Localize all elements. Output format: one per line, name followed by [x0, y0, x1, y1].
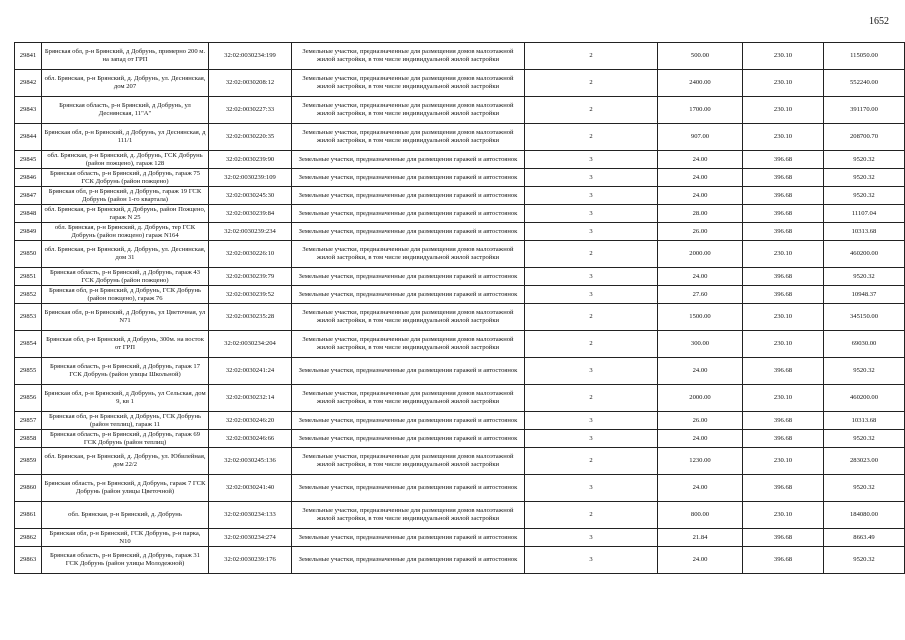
cadastral-value-cell: 9520.32: [824, 430, 905, 448]
rate-cell: 396.68: [743, 286, 824, 304]
land-use-cell: Земельные участки, предназначенные для размещения гаражей и автостоянок: [292, 358, 525, 385]
category-cell: 3: [525, 547, 658, 574]
address-cell: Брянская область, р-н Брянский, д Добрунь, гараж 17 ГСК Добрунь (район улицы Школьной): [42, 358, 209, 385]
cadastral-number-cell: 32:02:0030226:10: [209, 241, 292, 268]
cadastral-number-cell: 32:02:0030245:136: [209, 448, 292, 475]
area-cell: 300.00: [658, 331, 743, 358]
category-cell: 3: [525, 187, 658, 205]
rate-cell: 230.10: [743, 70, 824, 97]
category-cell: 3: [525, 358, 658, 385]
table-row: [15, 385, 905, 412]
page-number: 1652: [869, 16, 889, 27]
area-cell: 24.00: [658, 151, 743, 169]
row-number: 29844: [15, 124, 42, 151]
area-cell: 1700.00: [658, 97, 743, 124]
land-use-cell: Земельные участки, предназначенные для размещения гаражей и автостоянок: [292, 412, 525, 430]
table-row: [15, 502, 905, 529]
land-use-cell: Земельные участки, предназначенные для размещения гаражей и автостоянок: [292, 547, 525, 574]
cadastral-value-cell: 345150.00: [824, 304, 905, 331]
area-cell: 24.00: [658, 547, 743, 574]
rate-cell: 396.68: [743, 358, 824, 385]
address-cell: Брянская область, р-н Брянский, д Добрунь, ул Деснянская, 11"А": [42, 97, 209, 124]
row-number: 29850: [15, 241, 42, 268]
area-cell: 1230.00: [658, 448, 743, 475]
address-cell: обл. Брянская, р-н Брянский, д. Добрунь, ГСК Добрунь (район пожцено), гараж 128: [42, 151, 209, 169]
table-row: [15, 97, 905, 124]
row-number: 29853: [15, 304, 42, 331]
cadastral-number-cell: 32:02:0030235:28: [209, 304, 292, 331]
cadastral-value-cell: 9520.32: [824, 547, 905, 574]
land-use-cell: Земельные участки, предназначенные для размещения домов малоэтажной жилой застройки, в том числе индивидуальной жилой застройки: [292, 124, 525, 151]
row-number: 29862: [15, 529, 42, 547]
table-row: [15, 169, 905, 187]
cadastral-value-cell: 9520.32: [824, 151, 905, 169]
land-use-cell: Земельные участки, предназначенные для размещения домов малоэтажной жилой застройки, в том числе индивидуальной жилой застройки: [292, 70, 525, 97]
category-cell: 2: [525, 124, 658, 151]
cadastral-value-cell: 552240.00: [824, 70, 905, 97]
cadastral-number-cell: 32:02:0030232:14: [209, 385, 292, 412]
land-use-cell: Земельные участки, предназначенные для размещения гаражей и автостоянок: [292, 286, 525, 304]
row-number: 29848: [15, 205, 42, 223]
area-cell: 2000.00: [658, 241, 743, 268]
rate-cell: 396.68: [743, 205, 824, 223]
land-use-cell: Земельные участки, предназначенные для размещения домов малоэтажной жилой застройки, в том числе индивидуальной жилой застройки: [292, 385, 525, 412]
address-cell: обл. Брянская, р-н Брянский, д. Добрунь, ул. Деснянская, дом 31: [42, 241, 209, 268]
category-cell: 3: [525, 205, 658, 223]
area-cell: 24.00: [658, 169, 743, 187]
address-cell: обл. Брянская, р-н Брянский, д. Добрунь, ул. Деснянская, дом 207: [42, 70, 209, 97]
area-cell: 907.00: [658, 124, 743, 151]
area-cell: 24.00: [658, 268, 743, 286]
cadastral-number-cell: 32:02:0030245:30: [209, 187, 292, 205]
cadastral-number-cell: 32:02:0030239:52: [209, 286, 292, 304]
cadastral-number-cell: 32:02:0030227:33: [209, 97, 292, 124]
land-use-cell: Земельные участки, предназначенные для размещения домов малоэтажной жилой застройки, в том числе индивидуальной жилой застройки: [292, 502, 525, 529]
cadastral-number-cell: 32:02:0030239:109: [209, 169, 292, 187]
land-use-cell: Земельные участки, предназначенные для размещения гаражей и автостоянок: [292, 187, 525, 205]
area-cell: 1500.00: [658, 304, 743, 331]
land-use-cell: Земельные участки, предназначенные для размещения домов малоэтажной жилой застройки, в том числе индивидуальной жилой застройки: [292, 304, 525, 331]
area-cell: 2000.00: [658, 385, 743, 412]
area-cell: 24.00: [658, 187, 743, 205]
table-row: [15, 331, 905, 358]
address-cell: Брянская обл, р-н Брянский, д Добрунь, ул Цветочная, ул N71: [42, 304, 209, 331]
address-cell: обл. Брянская, р-н Брянский, д. Добрунь, тер ГСК Добрунь (район пожцено) гараж N164: [42, 223, 209, 241]
cadastral-value-cell: 8663.49: [824, 529, 905, 547]
table-row: [15, 187, 905, 205]
row-number: 29852: [15, 286, 42, 304]
rate-cell: 230.10: [743, 502, 824, 529]
row-number: 29847: [15, 187, 42, 205]
cadastral-value-cell: 10313.68: [824, 223, 905, 241]
address-cell: Брянская обл, р-н Брянский, д Добрунь, ГСК Добрунь (район пожцено), гараж 76: [42, 286, 209, 304]
cadastral-number-cell: 32:02:0030234:133: [209, 502, 292, 529]
cadastral-number-cell: 32:02:0030239:176: [209, 547, 292, 574]
table-row: [15, 151, 905, 169]
table-row: [15, 241, 905, 268]
rate-cell: 230.10: [743, 331, 824, 358]
area-cell: 24.00: [658, 475, 743, 502]
cadastral-number-cell: 32:02:0030239:90: [209, 151, 292, 169]
land-use-cell: Земельные участки, предназначенные для размещения гаражей и автостоянок: [292, 529, 525, 547]
table-row: [15, 412, 905, 430]
category-cell: 3: [525, 412, 658, 430]
address-cell: Брянская обл, р-н Брянский, д Добрунь, примерно 200 м. на запад от ГРП: [42, 43, 209, 70]
rate-cell: 230.10: [743, 43, 824, 70]
category-cell: 2: [525, 70, 658, 97]
area-cell: 2400.00: [658, 70, 743, 97]
table-row: [15, 430, 905, 448]
cadastral-value-cell: 9520.32: [824, 187, 905, 205]
cadastral-value-cell: 9520.32: [824, 475, 905, 502]
row-number: 29845: [15, 151, 42, 169]
category-cell: 3: [525, 475, 658, 502]
land-use-cell: Земельные участки, предназначенные для размещения домов малоэтажной жилой застройки, в том числе индивидуальной жилой застройки: [292, 331, 525, 358]
address-cell: Брянская обл, р-н Брянский, ГСК Добрунь, р-н парка, N10: [42, 529, 209, 547]
table-row: [15, 124, 905, 151]
cadastral-value-cell: 460200.00: [824, 385, 905, 412]
category-cell: 3: [525, 430, 658, 448]
row-number: 29856: [15, 385, 42, 412]
category-cell: 2: [525, 241, 658, 268]
cadastral-value-cell: 9520.32: [824, 358, 905, 385]
area-cell: 27.60: [658, 286, 743, 304]
rate-cell: 396.68: [743, 223, 824, 241]
table-row: [15, 475, 905, 502]
rate-cell: 396.68: [743, 268, 824, 286]
table-row: [15, 448, 905, 475]
address-cell: Брянская обл, р-н Брянский, д Добрунь, ГСК Добрунь (район теплиц), гараж 11: [42, 412, 209, 430]
cadastral-value-cell: 208700.70: [824, 124, 905, 151]
table-row: [15, 223, 905, 241]
area-cell: 28.00: [658, 205, 743, 223]
row-number: 29849: [15, 223, 42, 241]
cadastral-number-cell: 32:02:0030220:35: [209, 124, 292, 151]
address-cell: Брянская область, р-н Брянский, д Добрунь, гараж 69 ГСК Добрунь (район теплиц): [42, 430, 209, 448]
cadastral-value-cell: 10948.37: [824, 286, 905, 304]
table-row: [15, 529, 905, 547]
rate-cell: 230.10: [743, 448, 824, 475]
rate-cell: 230.10: [743, 385, 824, 412]
address-cell: Брянская обл, р-н Брянский, д Добрунь, ул Деснянская, д 111/1: [42, 124, 209, 151]
cadastral-value-cell: 10313.68: [824, 412, 905, 430]
area-cell: 21.84: [658, 529, 743, 547]
row-number: 29854: [15, 331, 42, 358]
rate-cell: 396.68: [743, 151, 824, 169]
category-cell: 2: [525, 502, 658, 529]
land-use-cell: Земельные участки, предназначенные для размещения гаражей и автостоянок: [292, 205, 525, 223]
cadastral-value-cell: 184080.00: [824, 502, 905, 529]
land-use-cell: Земельные участки, предназначенные для размещения домов малоэтажной жилой застройки, в том числе индивидуальной жилой застройки: [292, 241, 525, 268]
category-cell: 2: [525, 385, 658, 412]
rate-cell: 396.68: [743, 430, 824, 448]
address-cell: Брянская область, р-н Брянский, д Добрунь, гараж 31 ГСК Добрунь (район улицы Молодежной): [42, 547, 209, 574]
row-number: 29857: [15, 412, 42, 430]
cadastral-number-cell: 32:02:0030234:199: [209, 43, 292, 70]
category-cell: 3: [525, 286, 658, 304]
cadastral-value-cell: 460200.00: [824, 241, 905, 268]
category-cell: 2: [525, 304, 658, 331]
address-cell: Брянская обл, р-н Брянский, д Добрунь, гараж 19 ГСК Добрунь (район 1-го квартала): [42, 187, 209, 205]
area-cell: 26.00: [658, 223, 743, 241]
row-number: 29846: [15, 169, 42, 187]
row-number: 29861: [15, 502, 42, 529]
rate-cell: 230.10: [743, 241, 824, 268]
cadastral-value-cell: 11107.04: [824, 205, 905, 223]
row-number: 29860: [15, 475, 42, 502]
table-row: [15, 304, 905, 331]
cadastral-number-cell: 32:02:0030239:79: [209, 268, 292, 286]
address-cell: обл. Брянская, р-н Брянский, д. Добрунь, ул. Юбилейная, дом 22/2: [42, 448, 209, 475]
land-use-cell: Земельные участки, предназначенные для размещения гаражей и автостоянок: [292, 430, 525, 448]
land-use-cell: Земельные участки, предназначенные для размещения гаражей и автостоянок: [292, 169, 525, 187]
table-row: [15, 547, 905, 574]
land-use-cell: Земельные участки, предназначенные для размещения гаражей и автостоянок: [292, 268, 525, 286]
cadastral-number-cell: 32:02:0030239:234: [209, 223, 292, 241]
area-cell: 26.00: [658, 412, 743, 430]
row-number: 29863: [15, 547, 42, 574]
land-use-cell: Земельные участки, предназначенные для размещения домов малоэтажной жилой застройки, в том числе индивидуальной жилой застройки: [292, 97, 525, 124]
address-cell: Брянская область, р-н Брянский, д Добрунь, гараж 75 ГСК Добрунь (район пожцено): [42, 169, 209, 187]
area-cell: 24.00: [658, 430, 743, 448]
category-cell: 3: [525, 169, 658, 187]
category-cell: 2: [525, 448, 658, 475]
rate-cell: 396.68: [743, 529, 824, 547]
table-row: [15, 268, 905, 286]
land-use-cell: Земельные участки, предназначенные для размещения гаражей и автостоянок: [292, 151, 525, 169]
table-row: [15, 205, 905, 223]
area-cell: 500.00: [658, 43, 743, 70]
cadastral-value-cell: 391170.00: [824, 97, 905, 124]
cadastral-value-cell: 283023.00: [824, 448, 905, 475]
row-number: 29858: [15, 430, 42, 448]
cadastral-number-cell: 32:02:0030246:66: [209, 430, 292, 448]
category-cell: 2: [525, 43, 658, 70]
address-cell: Брянская обл, р-н Брянский, д Добрунь, 300м. на восток от ГРП: [42, 331, 209, 358]
land-use-cell: Земельные участки, предназначенные для размещения гаражей и автостоянок: [292, 223, 525, 241]
table-row: [15, 358, 905, 385]
table-row: [15, 43, 905, 70]
address-cell: Брянская область, р-н Брянский, д Добрунь, гараж 7 ГСК Добрунь (район улицы Цветочной): [42, 475, 209, 502]
land-use-cell: Земельные участки, предназначенные для размещения домов малоэтажной жилой застройки, в том числе индивидуальной жилой застройки: [292, 448, 525, 475]
area-cell: 800.00: [658, 502, 743, 529]
category-cell: 3: [525, 268, 658, 286]
row-number: 29843: [15, 97, 42, 124]
cadastral-value-cell: 9520.32: [824, 169, 905, 187]
address-cell: Брянская область, р-н Брянский, д Добрунь, гараж 43 ГСК Добрунь (район пожцено): [42, 268, 209, 286]
rate-cell: 396.68: [743, 547, 824, 574]
category-cell: 3: [525, 151, 658, 169]
rate-cell: 230.10: [743, 97, 824, 124]
rate-cell: 230.10: [743, 124, 824, 151]
land-registry-table: [14, 42, 905, 574]
rate-cell: 230.10: [743, 304, 824, 331]
table-row: [15, 286, 905, 304]
row-number: 29859: [15, 448, 42, 475]
category-cell: 2: [525, 97, 658, 124]
cadastral-number-cell: 32:02:0030239:84: [209, 205, 292, 223]
category-cell: 2: [525, 331, 658, 358]
land-use-cell: Земельные участки, предназначенные для размещения гаражей и автостоянок: [292, 475, 525, 502]
table-row: [15, 70, 905, 97]
cadastral-number-cell: 32:02:0030234:274: [209, 529, 292, 547]
cadastral-number-cell: 32:02:0030241:40: [209, 475, 292, 502]
cadastral-value-cell: 115050.00: [824, 43, 905, 70]
rate-cell: 396.68: [743, 475, 824, 502]
rate-cell: 396.68: [743, 412, 824, 430]
address-cell: обл. Брянская, р-н Брянский, д. Добрунь: [42, 502, 209, 529]
address-cell: обл. Брянская, р-н Брянский, д Добрунь, район Пожцено, гараж N 25: [42, 205, 209, 223]
row-number: 29841: [15, 43, 42, 70]
cadastral-number-cell: 32:02:0030208:12: [209, 70, 292, 97]
address-cell: Брянская обл, р-н Брянский, д Добрунь, ул Сельская, дом 9, кв 1: [42, 385, 209, 412]
row-number: 29851: [15, 268, 42, 286]
cadastral-number-cell: 32:02:0030241:24: [209, 358, 292, 385]
cadastral-value-cell: 69030.00: [824, 331, 905, 358]
land-use-cell: Земельные участки, предназначенные для размещения домов малоэтажной жилой застройки, в том числе индивидуальной жилой застройки: [292, 43, 525, 70]
cadastral-number-cell: 32:02:0030246:20: [209, 412, 292, 430]
area-cell: 24.00: [658, 358, 743, 385]
category-cell: 3: [525, 529, 658, 547]
row-number: 29842: [15, 70, 42, 97]
cadastral-value-cell: 9520.32: [824, 268, 905, 286]
cadastral-number-cell: 32:02:0030234:204: [209, 331, 292, 358]
rate-cell: 396.68: [743, 169, 824, 187]
row-number: 29855: [15, 358, 42, 385]
rate-cell: 396.68: [743, 187, 824, 205]
category-cell: 3: [525, 223, 658, 241]
